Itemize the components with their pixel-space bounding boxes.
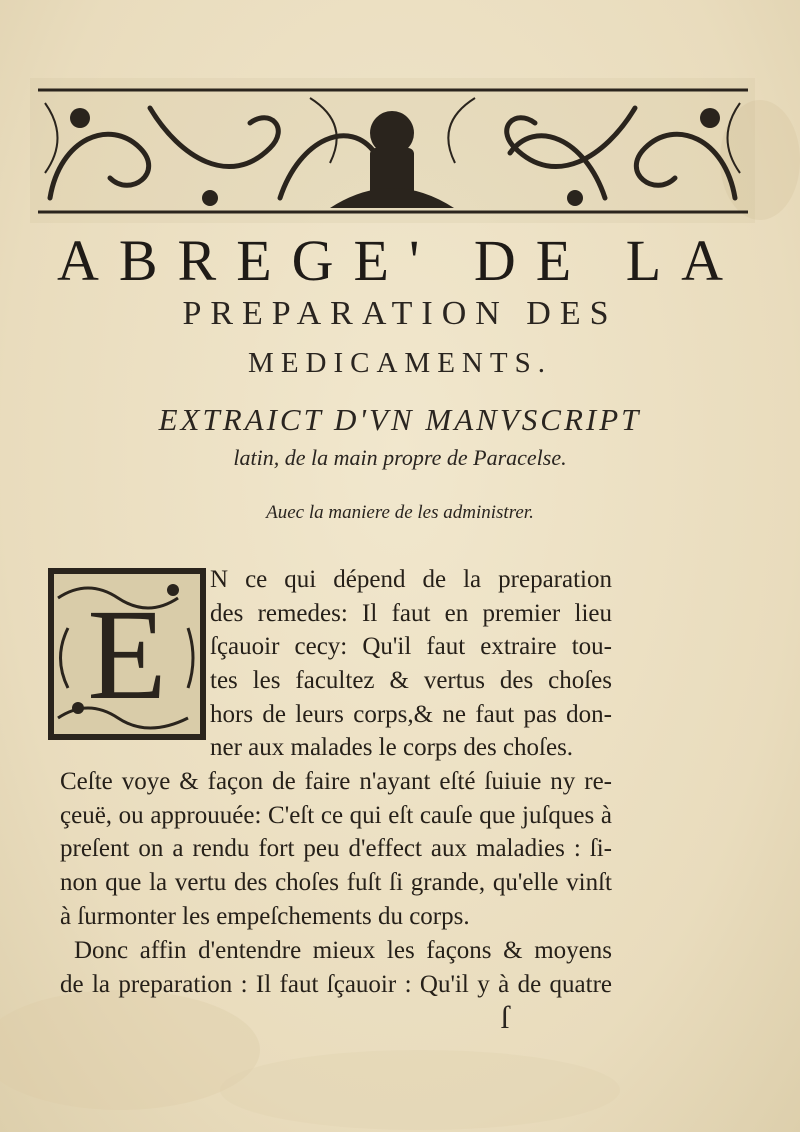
text-line: non que la vertu des choſes fuſt ſi grande, qu'elle vinſt (60, 869, 612, 897)
paragraph-1-full (60, 765, 612, 934)
text-line: ſçauoir cecy: Qu'il faut extraire tou- (210, 633, 612, 661)
title-line-3: MEDICAMENTS. (248, 347, 552, 379)
text-line: ner aux malades le corps des choſes. (210, 734, 574, 761)
subtitle-line-3: Auec la maniere de les administrer. (266, 502, 534, 523)
text-line: à ſurmonter les empeſchements du corps. (60, 902, 470, 930)
title-line-1: ABREGE' DE LA (56, 228, 744, 293)
text-line: des remedes: Il faut en premier lieu (210, 599, 612, 627)
title-line-2: PREPARATION DES (182, 295, 618, 332)
decorated-initial-icon (48, 568, 206, 740)
text-line: hors de leurs corps,& ne faut pas don- (210, 700, 612, 728)
text-line: çeuë, ou approuuée: C'eſt ce qui eſt cauſe que juſques à (60, 801, 612, 829)
subtitle-line-1: EXTRAICT D'VN MANVSCRIPT (158, 402, 642, 437)
subtitle-line-2: latin, de la main propre de Paracelse. (233, 445, 567, 470)
initial-letter: E (87, 583, 167, 727)
ornamental-headpiece-icon (30, 78, 755, 223)
text-line: tes les facultez & vertus des choſes (210, 667, 612, 695)
text-line: Ceſte voye & façon de faire n'ayant eſté ſuiuie ny re- (60, 768, 612, 795)
text-line: N ce qui dépend de la preparation (210, 566, 612, 593)
text-line: Donc affin d'entendre mieux les façons & moyens (74, 937, 612, 964)
paragraph-1-indented (210, 563, 612, 732)
paragraph-2 (60, 934, 612, 1001)
text-line: preſent on a rendu fort peu d'effect aux maladies : ſi- (60, 835, 612, 863)
paragraph-1-continuation (210, 731, 612, 765)
text-line: de la preparation : Il faut ſçauoir : Qu'il y à de quatre (60, 970, 612, 998)
catchword: ſ (500, 999, 510, 1035)
